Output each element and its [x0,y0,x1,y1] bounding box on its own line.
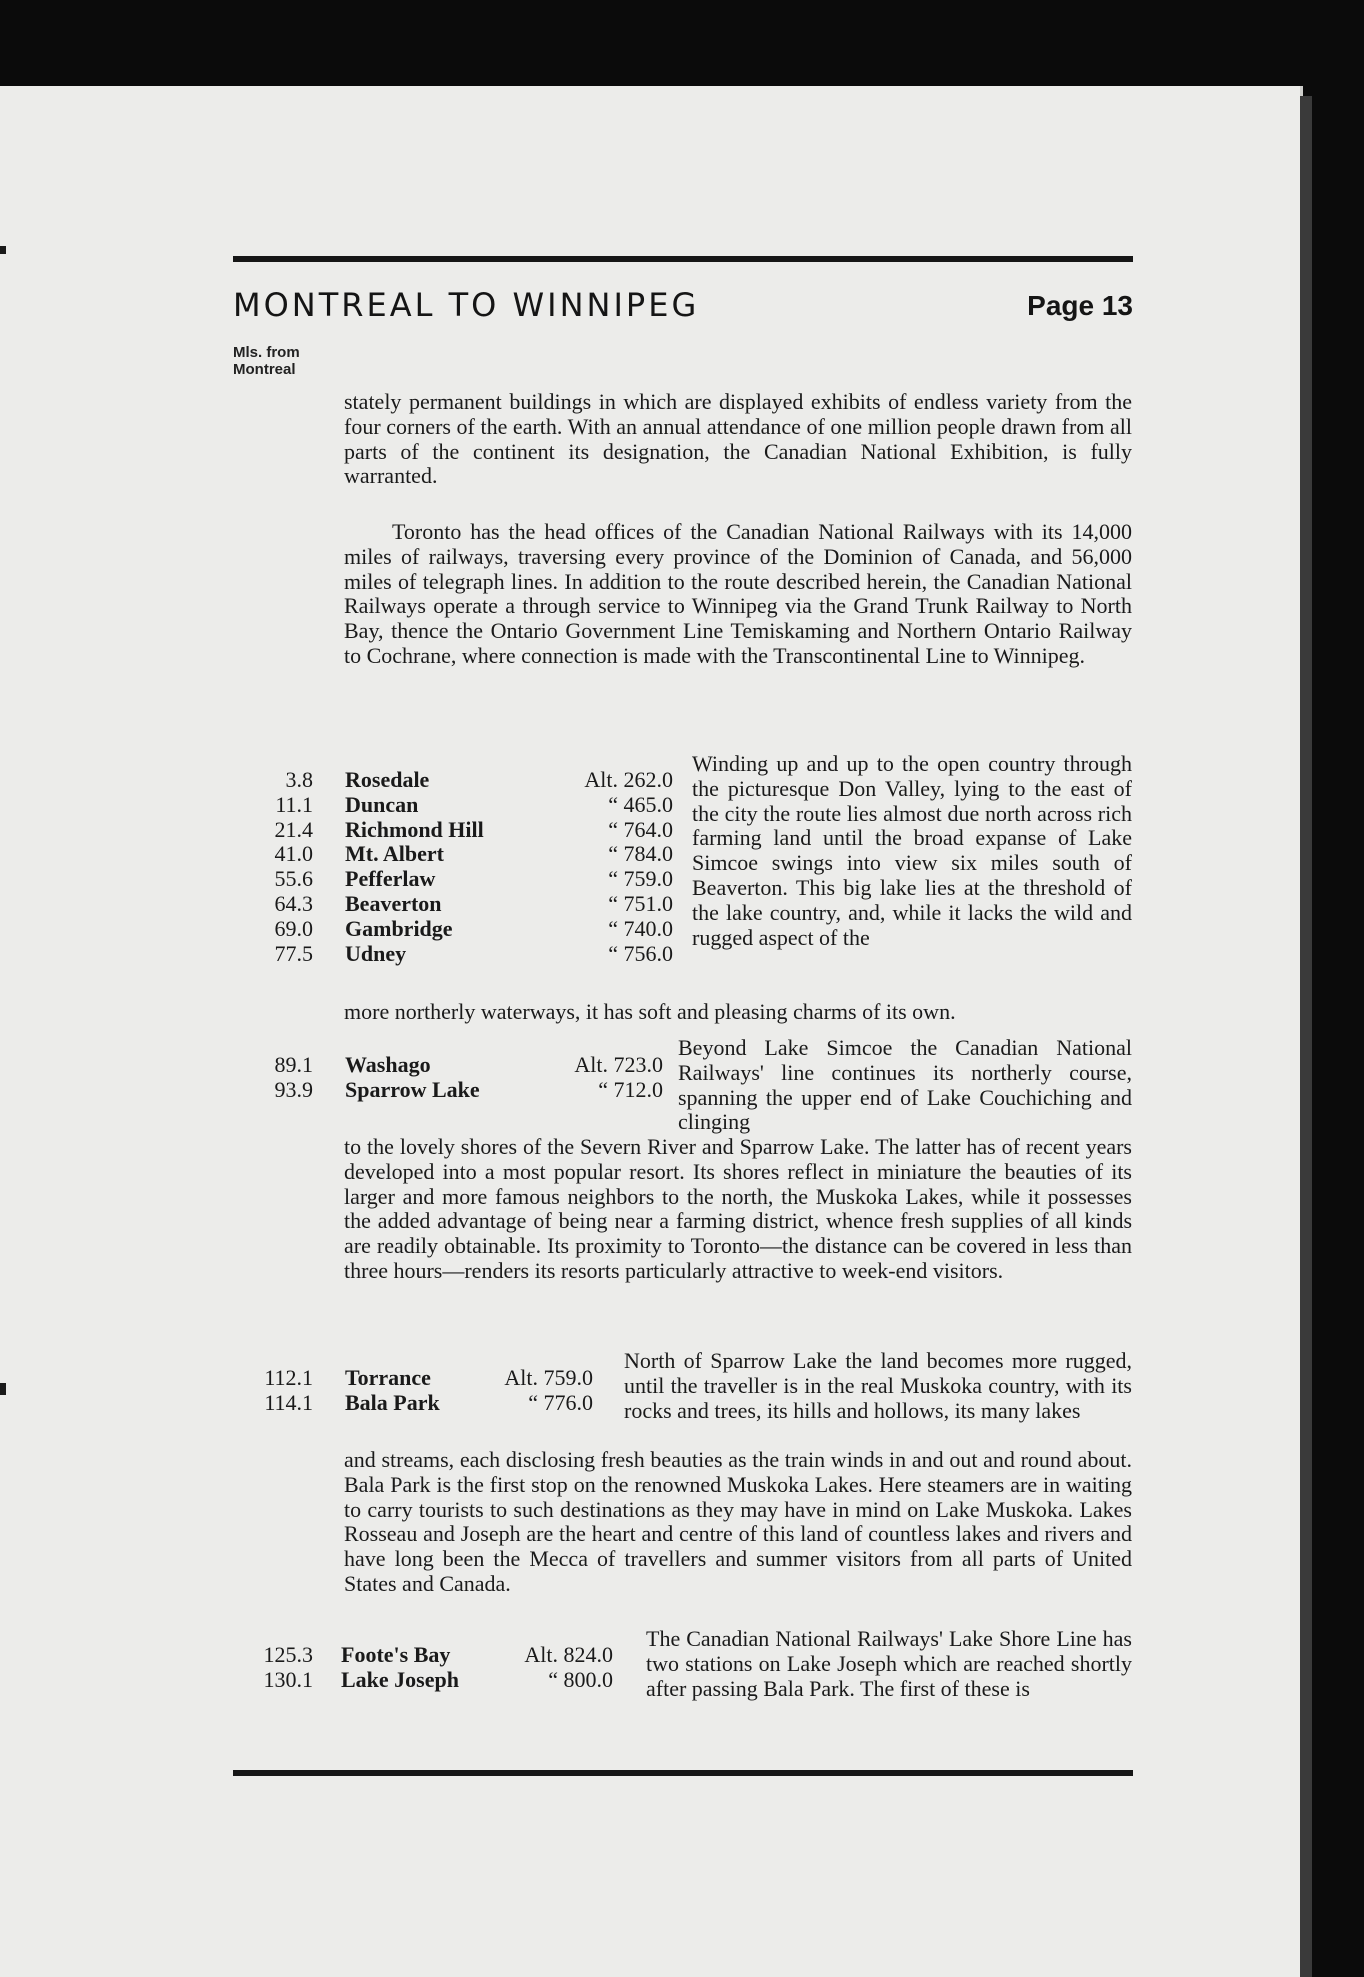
station-name: Torrance [345,1365,431,1390]
station-altitude: “ 800.0 [548,1666,613,1692]
station-row [233,1668,653,1693]
station-miles: 125.3 [263,1642,313,1667]
station-name: Gambridge [345,915,453,941]
station-list-1 [233,768,673,966]
station-name: Lake Joseph [341,1666,459,1692]
station-name: Rosedale [345,767,430,792]
station-miles: 130.1 [263,1666,313,1692]
station-miles: 55.6 [274,866,313,892]
station-altitude: “ 784.0 [608,841,673,867]
station-name: Washago [345,1052,431,1077]
station-altitude: “ 740.0 [608,915,673,941]
station-name: Beaverton [345,890,442,916]
station-altitude: Alt. 824.0 [524,1642,613,1667]
station-row [233,917,673,942]
station-row [233,793,673,818]
station-row [233,892,673,917]
station-altitude: “ 764.0 [608,816,673,842]
station-altitude: Alt. 262.0 [584,767,673,792]
station-altitude: “ 756.0 [608,940,673,966]
binding-mark [0,246,6,254]
station-row [233,768,673,793]
station-name: Mt. Albert [345,841,444,867]
bottom-rule [233,1770,1133,1776]
paragraph-toronto: Toronto has the head offices of the Canadian National Railways with its 14,000 miles of railways, traversing every province of the Dominion of Canada, and 56,000 miles of telegraph lines. In addition to the route described herein, the Canadian National Railways operate a through service to Winnipeg via the Grand Trunk Railway to North Bay, thence the Ontario Government Line Temiskaming and Northern Ontario Railway to Cochrane, where connection is made with the Transcontinental Line to Winnipeg. [344,519,1132,668]
section-sparrow-lake-side: Beyond Lake Simcoe the Canadian National Railways' line continues its northerly course, spanning the upper end of Lake Couchiching and clinging [678,1035,1132,1135]
station-name: Foote's Bay [341,1642,451,1667]
section-don-valley-continued: more northerly waterways, it has soft and pleasing charms of its own. [344,999,956,1024]
section-don-valley-side: Winding up and up to the open country through the picturesque Don Valley, lying to the east of the city the route lies almost due north across rich farming land until the broad expanse of Lake Simcoe swings into view six miles south of Beaverton. This big lake lies at the threshold of the lake country, and, while it lacks the wild and rugged aspect of the [692,751,1132,950]
section-muskoka-continued: and streams, each disclosing fresh beauties as the train winds in and out and round about. Bala Park is the first stop on the renowned Muskoka Lakes. Here steamers are in waiting to carry tourists to such destinations as they may have in mind on Lake Muskoka. Lakes Rosseau and Joseph are the heart and centre of this land of countless lakes and rivers and have long been the Mecca of travellers and summer visitors from all parts of United States and Canada. [344,1447,1132,1596]
miles-header-line2: Montreal [233,361,296,378]
station-miles: 93.9 [274,1076,313,1102]
station-name: Richmond Hill [345,816,484,842]
section-muskoka-side: North of Sparrow Lake the land becomes more rugged, until the traveller is in the real Muskoka country, with its rocks and trees, its hills and hollows, its many lakes [624,1348,1132,1423]
station-name: Bala Park [345,1389,440,1415]
station-altitude: “ 751.0 [608,890,673,916]
station-miles: 77.5 [274,940,313,966]
station-name: Sparrow Lake [345,1076,480,1102]
miles-header-line1: Mls. from [233,344,300,361]
station-miles: 112.1 [264,1365,313,1390]
station-miles: 69.0 [274,915,313,941]
station-list-4 [233,1643,653,1693]
paragraph-exhibition: stately permanent buildings in which are displayed exhibits of endless variety from the four corners of the earth. With an annual attendance of one million people drawn from all parts of the continent its designation, the Canadian National Exhibition, is fully warranted. [344,389,1132,489]
station-row [233,1391,633,1416]
station-name: Udney [345,940,407,966]
station-miles: 89.1 [274,1052,313,1077]
station-altitude: Alt. 723.0 [574,1052,663,1077]
station-row [233,1366,633,1391]
section-sparrow-lake-continued: to the lovely shores of the Severn River and Sparrow Lake. The latter has of recent years developed into a most popular resort. Its shores reflect in miniature the beauties of its larger and more famous neighbors to the north, the Muskoka Lakes, while it possesses the added advantage of being near a farming district, whence fresh supplies of all kinds are readily obtainable. Its proximity to Toronto—the distance can be covered in less than three hours—renders its resorts particularly attractive to week-end visitors. [344,1134,1132,1283]
section-lake-joseph-side: The Canadian National Railways' Lake Shore Line has two stations on Lake Joseph which are reached shortly after passing Bala Park. The first of these is [646,1626,1132,1701]
page-number: Page 13 [1027,290,1133,321]
station-row [233,942,673,967]
station-miles: 64.3 [274,890,313,916]
station-altitude: “ 712.0 [598,1076,663,1102]
miles-column-header [233,344,300,378]
station-miles: 21.4 [274,816,313,842]
station-miles: 11.1 [275,791,313,817]
station-list-3 [233,1366,633,1416]
station-miles: 3.8 [285,767,313,792]
page-title: MONTREAL TO WINNIPEG [233,286,700,324]
station-row [233,867,673,892]
station-miles: 41.0 [274,841,313,867]
station-row [233,818,673,843]
station-row [233,1053,673,1078]
station-row [233,1643,653,1668]
station-altitude: Alt. 759.0 [504,1365,593,1390]
station-altitude: “ 465.0 [608,791,673,817]
station-row [233,842,673,867]
station-altitude: “ 759.0 [608,866,673,892]
station-row [233,1078,673,1103]
page-edge [1300,96,1312,1977]
station-miles: 114.1 [264,1389,313,1415]
station-name: Pefferlaw [345,866,436,892]
station-altitude: “ 776.0 [528,1389,593,1415]
binding-mark [0,1383,6,1395]
top-rule [233,256,1133,262]
station-name: Duncan [345,791,419,817]
station-list-2 [233,1053,673,1103]
